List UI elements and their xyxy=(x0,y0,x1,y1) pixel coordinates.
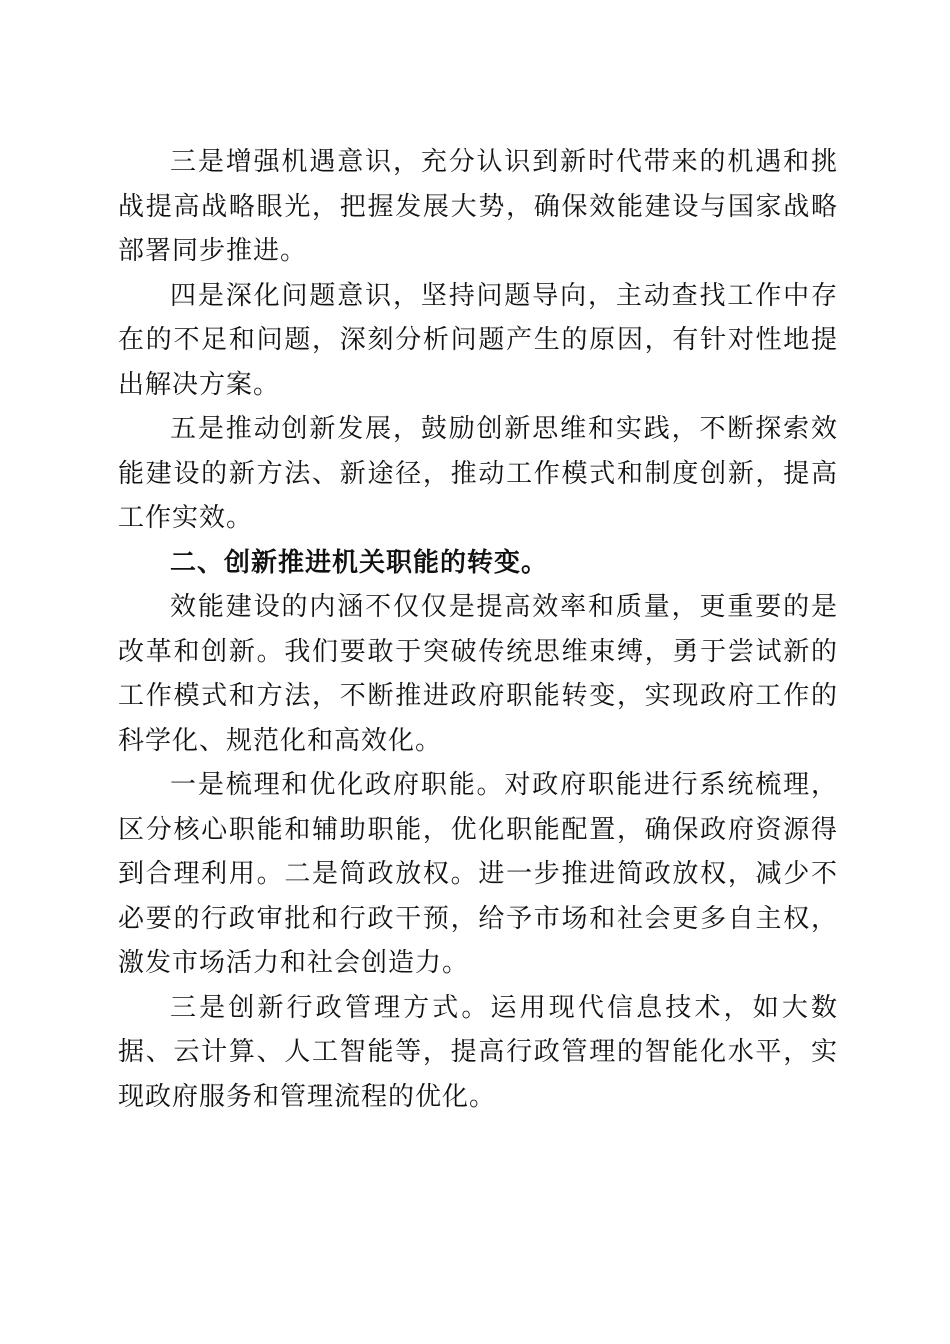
paragraph-opportunity-awareness: 三是增强机遇意识，充分认识到新时代带来的机遇和挑战提高战略眼光，把握发展大势，确保效能建设与国家战略部署同步推进。 xyxy=(118,147,838,266)
section-heading: 二、创新推进机关职能的转变。 xyxy=(170,547,549,578)
paragraph-admin-management: 三是创新行政管理方式。运用现代信息技术，如大数据、云计算、人工智能等，提高行政管理的智能化水平，实现政府服务和管理流程的优化。 xyxy=(118,992,838,1112)
paragraph-problem-awareness: 四是深化问题意识，坚持问题导向，主动查找工作中存在的不足和问题，深刻分析问题产生的原因，有针对性地提出解决方案。 xyxy=(118,280,838,400)
paragraph-reform-innovation: 效能建设的内涵不仅仅是提高效率和质量，更重要的是改革和创新。我们要敢于突破传统思维束缚，勇于尝试新的工作模式和方法，不断推进政府职能转变，实现政府工作的科学化、规范化和高效化。 xyxy=(118,592,838,756)
paragraph-optimize-functions: 一是梳理和优化政府职能。对政府职能进行系统梳理，区分核心职能和辅助职能，优化职能配置，确保政府资源得到合理利用。二是简政放权。进一步推进简政放权，减少不必要的行政审批和行政干预，给予市场和社会更多自主权，激发市场活力和社会创造力。 xyxy=(118,770,838,978)
document-body xyxy=(118,140,838,1119)
paragraph-innovation-development: 五是推动创新发展，鼓励创新思维和实践，不断探索效能建设的新方法、新途径，推动工作模式和制度创新，提高工作实效。 xyxy=(118,414,838,533)
